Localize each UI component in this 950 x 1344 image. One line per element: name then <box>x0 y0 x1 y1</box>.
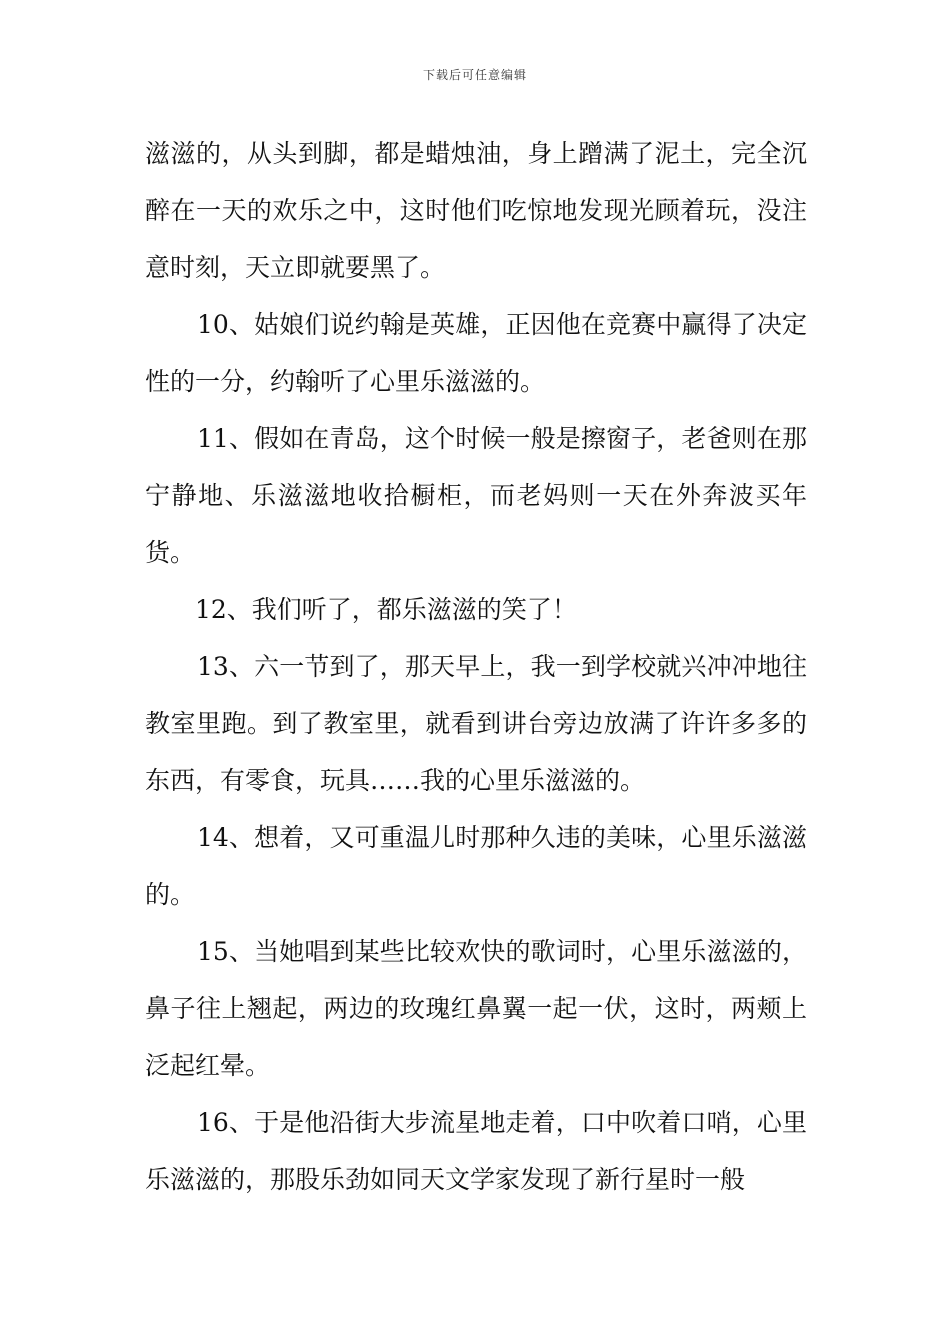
paragraph-13: 13、六一节到了，那天早上，我一到学校就兴冲冲地往教室里跑。到了教室里，就看到讲台旁边放满了许许多多的东西，有零食，玩具……我的心里乐滋滋的。 <box>145 652 807 795</box>
paragraph-continuation: 滋滋的，从头到脚，都是蜡烛油，身上蹭满了泥土，完全沉醉在一天的欢乐之中，这时他们吃惊地发现光顾着玩，没注意时刻，天立即就要黑了。 <box>145 139 807 282</box>
paragraph-10: 10、姑娘们说约翰是英雄，正因他在竞赛中赢得了决定性的一分，约翰听了心里乐滋滋的。 <box>145 310 807 396</box>
paragraph-12: 12、我们听了，都乐滋滋的笑了！ <box>195 595 577 624</box>
document-body <box>145 125 807 1208</box>
paragraph-14: 14、想着，又可重温儿时那种久违的美味，心里乐滋滋的。 <box>145 823 807 909</box>
page-header-note: 下载后可任意编辑 <box>422 68 527 82</box>
paragraph-11: 11、假如在青岛，这个时候一般是擦窗子，老爸则在那宁静地、乐滋滋地收拾橱柜，而老妈则一天在外奔波买年货。 <box>145 424 807 567</box>
paragraph-15: 15、当她唱到某些比较欢快的歌词时，心里乐滋滋的，鼻子往上翘起，两边的玫瑰红鼻翼一起一伏，这时，两颊上泛起红晕。 <box>145 937 807 1080</box>
paragraph-16: 16、于是他沿街大步流星地走着，口中吹着口哨，心里乐滋滋的，那股乐劲如同天文学家发现了新行星时一般 <box>145 1108 807 1194</box>
